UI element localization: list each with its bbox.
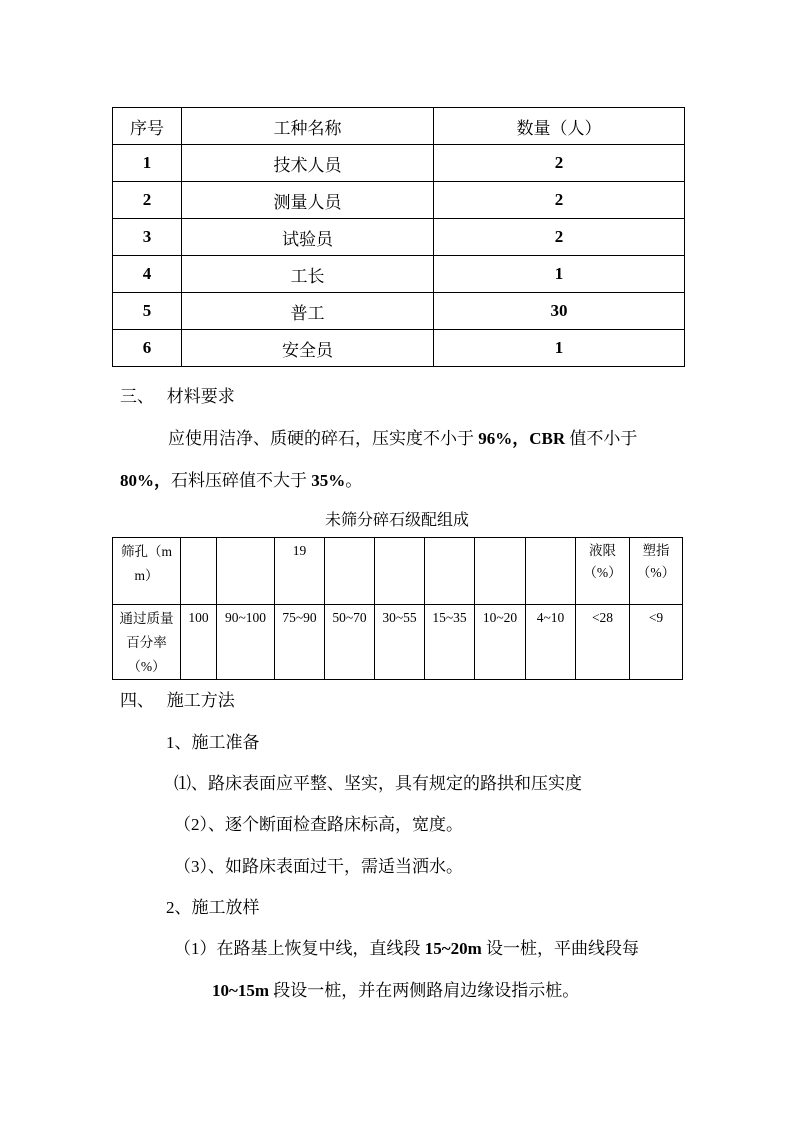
table-cell: 4~10	[526, 605, 576, 680]
text: 值不小于	[569, 429, 638, 448]
row-trade: 试验员	[182, 219, 434, 256]
subsection-1-heading: 1、施工准备	[166, 733, 260, 752]
table-row	[113, 605, 683, 680]
gradation-table	[112, 537, 683, 680]
text: 。	[345, 471, 363, 490]
prep-item-3: （3）、如路床表面过干，需适当洒水。	[174, 857, 463, 876]
text: 35%	[307, 471, 346, 490]
table-row	[113, 182, 685, 219]
header-trade: 工种名称	[182, 108, 434, 145]
text: 15~20m	[420, 939, 487, 958]
table-cell	[181, 538, 217, 605]
text: 段设一桩，并在两侧路肩边缘设指示桩。	[273, 981, 580, 1000]
prep-item-2: （2）、逐个断面检查路床标高，宽度。	[174, 815, 463, 834]
layout-item-line-2	[212, 976, 579, 1001]
material-paragraph-line-2	[120, 466, 362, 491]
table-cell: 90~100	[217, 605, 275, 680]
text: 设一桩，平曲线段每	[486, 939, 640, 958]
table-row	[113, 538, 683, 605]
row-count: 1	[434, 330, 685, 367]
table-cell: 75~90	[275, 605, 325, 680]
table-cell: <9	[630, 605, 683, 680]
row-index: 4	[113, 256, 182, 293]
header-count: 数量（人）	[434, 108, 685, 145]
row-count: 2	[434, 145, 685, 182]
row-index: 1	[113, 145, 182, 182]
table-cell: 30~55	[375, 605, 425, 680]
text: 80%，	[120, 471, 171, 490]
gradation-title: 未筛分碎石级配组成	[324, 512, 469, 529]
table-cell: 19	[275, 538, 325, 605]
layout-item-line-1	[174, 934, 639, 959]
table-cell	[375, 538, 425, 605]
table-header-row	[113, 108, 685, 145]
row-trade: 测量人员	[182, 182, 434, 219]
table-row	[113, 293, 685, 330]
row-trade: 安全员	[182, 330, 434, 367]
text: （1）在路基上恢复中线，直线段	[174, 939, 421, 958]
row-count: 2	[434, 219, 685, 256]
row-count: 2	[434, 182, 685, 219]
row-index: 5	[113, 293, 182, 330]
text: 96%，CBR	[474, 429, 570, 448]
table-cell	[526, 538, 576, 605]
row-count: 1	[434, 256, 685, 293]
subsection-2-heading: 2、施工放样	[166, 898, 260, 917]
text: 10~15m	[212, 981, 274, 1000]
row-count: 30	[434, 293, 685, 330]
table-cell	[475, 538, 526, 605]
table-row	[113, 145, 685, 182]
table-row	[113, 219, 685, 256]
header-index: 序号	[113, 108, 182, 145]
table-cell: 10~20	[475, 605, 526, 680]
table-cell: 15~35	[425, 605, 475, 680]
row-trade: 工长	[182, 256, 434, 293]
section-3-heading: 三、 材料要求	[120, 387, 235, 406]
text: 石料压碎值不大于	[171, 471, 307, 490]
row-index: 3	[113, 219, 182, 256]
table-cell: <28	[576, 605, 630, 680]
passing-percent-label: 通过质量百分率（%）	[113, 605, 181, 680]
table-row	[113, 330, 685, 367]
row-trade: 普工	[182, 293, 434, 330]
prep-item-1: ⑴、路床表面应平整、坚实，具有规定的路拱和压实度	[174, 774, 582, 793]
table-cell: 100	[181, 605, 217, 680]
row-trade: 技术人员	[182, 145, 434, 182]
table-cell	[325, 538, 375, 605]
table-cell	[217, 538, 275, 605]
row-index: 6	[113, 330, 182, 367]
table-cell	[425, 538, 475, 605]
plasticity-index-label: 塑指（%）	[630, 538, 683, 605]
liquid-limit-label: 液限（%）	[576, 538, 630, 605]
workers-table	[112, 107, 685, 367]
table-cell: 50~70	[325, 605, 375, 680]
section-4-heading: 四、 施工方法	[120, 691, 235, 710]
table-row	[113, 256, 685, 293]
text: 应使用洁净、质硬的碎石，压实度不小于	[168, 429, 474, 448]
sieve-label: 筛孔（mm）	[113, 538, 181, 605]
material-paragraph-line-1	[168, 424, 637, 449]
row-index: 2	[113, 182, 182, 219]
